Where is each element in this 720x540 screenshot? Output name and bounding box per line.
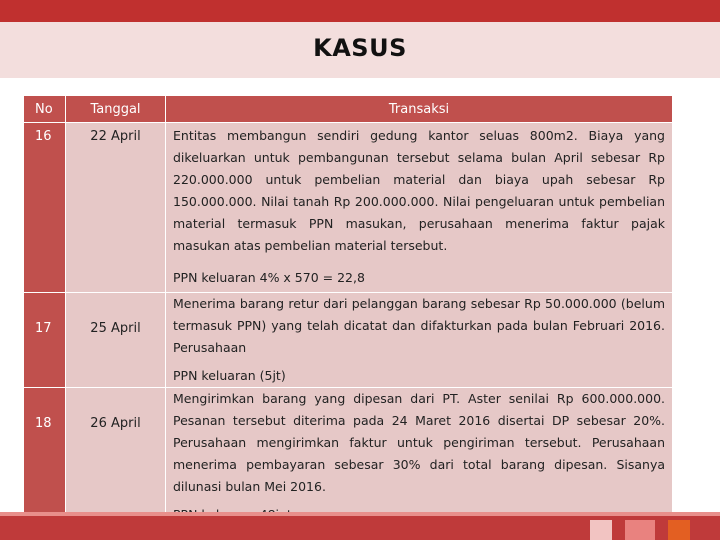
row-number: 17	[24, 293, 66, 388]
bottom-accent-bar	[0, 512, 720, 540]
transaction-note: PPN keluaran (5jt)	[173, 368, 286, 383]
table-header-row	[24, 96, 673, 123]
header-transaction: Transaksi	[166, 96, 673, 123]
row-number: 18	[24, 388, 66, 527]
top-accent-band	[0, 0, 720, 22]
case-table	[23, 95, 673, 527]
bottom-accent-stripe	[0, 512, 720, 516]
table-row	[24, 123, 673, 293]
row-date: 26 April	[66, 388, 166, 527]
transaction-text: Mengirimkan barang yang dipesan dari PT. Aster senilai Rp 600.000.000. Pesanan tersebut diterima pada 24 Maret 2016 disertai DP sebesar 20%. Perusahaan mengirimkan faktur untuk pengiriman tersebut. Perusahaan menerima pembayaran sebesar 30% dari total barang dipesan. Sisanya dilunasi bulan Mei 2016.	[173, 391, 665, 494]
transaction-note: PPN keluaran 4% x 570 = 22,8	[173, 270, 365, 285]
transaction-text: Menerima barang retur dari pelanggan barang sebesar Rp 50.000.000 (belum termasuk PPN) yang telah dicatat dan difakturkan pada bulan Februari 2016. Perusahaan	[173, 296, 665, 355]
header-no: No	[24, 96, 66, 123]
decor-square-mid	[625, 520, 655, 540]
header-date: Tanggal	[66, 96, 166, 123]
decor-square-orange	[668, 520, 690, 540]
table-row	[24, 388, 673, 527]
slide-title: KASUS	[313, 34, 407, 62]
row-date: 22 April	[66, 123, 166, 293]
row-number: 16	[24, 123, 66, 293]
row-date: 25 April	[66, 293, 166, 388]
row-transaction	[166, 293, 673, 388]
transaction-text: Entitas membangun sendiri gedung kantor seluas 800m2. Biaya yang dikeluarkan untuk pembangunan tersebut selama bulan April sebesar Rp 220.000.000 untuk pembelian material dan biaya upah sebesar Rp 150.000.000. Nilai tanah Rp 200.000.000. Nilai pengeluaran untuk pembelian material termasuk PPN masukan, perusahaan menerima faktur pajak masukan atas pembelian material tersebut.	[173, 128, 665, 253]
row-transaction	[166, 123, 673, 293]
table-row	[24, 293, 673, 388]
row-transaction	[166, 388, 673, 527]
decor-square-light	[590, 520, 612, 540]
